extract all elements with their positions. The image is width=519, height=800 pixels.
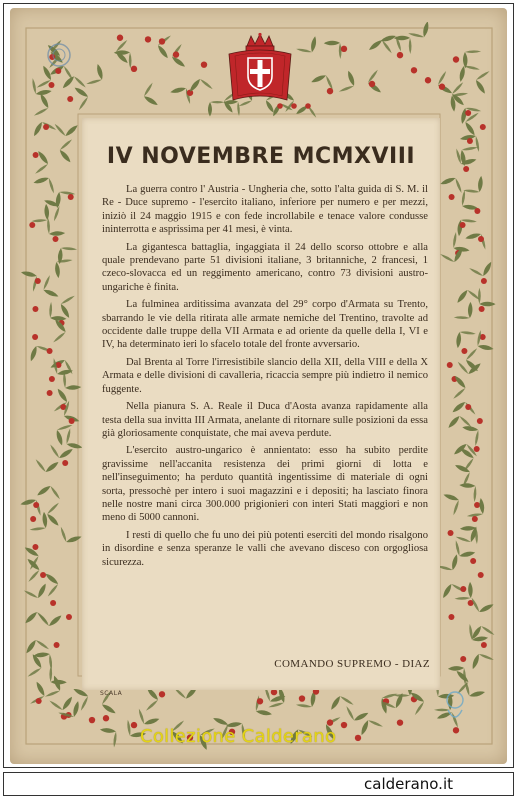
laurel-sprig [296, 33, 318, 54]
berry [480, 124, 486, 130]
paragraph: La gigantesca battaglia, ingaggiata il 24 dello scorso ottobre e alla quale prendevano parte 51 divisioni italiane, 3 britanniche, 2 francesi, 1 czeco-slovacca ed un reggimento americano, contro 73 divisioni austro-ungariche è finita. [102, 241, 428, 293]
laurel-sprig [54, 259, 75, 279]
laurel-sprig [454, 301, 473, 319]
berry [69, 418, 75, 424]
berry [32, 544, 38, 550]
laurel-sprig [38, 603, 63, 628]
caption-bar [3, 772, 514, 796]
berry [461, 348, 467, 354]
laurel-sprig [32, 120, 57, 144]
laurel-sprig [52, 355, 73, 377]
berry [67, 96, 73, 102]
laurel-sprig [476, 330, 497, 351]
berry [470, 558, 476, 564]
berry [277, 103, 283, 109]
berry [187, 90, 193, 96]
berry [341, 722, 347, 728]
berry [68, 194, 74, 200]
berry [474, 446, 480, 452]
berry [397, 719, 403, 725]
laurel-sprig [471, 652, 495, 675]
berry [448, 530, 454, 536]
laurel-sprig [49, 687, 74, 712]
laurel-sprig [57, 246, 77, 265]
laurel-sprig [368, 38, 393, 63]
berry [478, 236, 484, 242]
berry [54, 642, 60, 648]
berry [36, 698, 42, 704]
berry [32, 334, 38, 340]
laurel-sprig [461, 190, 481, 211]
paragraph: Nella pianura S. A. Reale il Duca d'Aosta avanza rapidamente alla testa della sua invitta III Armata, anelante di ritornare sulle posizioni da essa già gloriosamente conquistate, che mai aveva perdute. [102, 401, 428, 439]
laurel-sprig [458, 483, 477, 503]
laurel-sprig [29, 344, 52, 367]
berry [47, 348, 53, 354]
laurel-sprig [324, 41, 342, 60]
laurel-sprig [460, 425, 480, 446]
collection-seal-icon [46, 42, 72, 68]
berry [481, 642, 487, 648]
signature: COMANDO SUPREMO - DIAZ [274, 658, 430, 670]
berry [145, 36, 151, 42]
paragraph: La fulminea arditissima avanzata del 29° corpo d'Armata su Trento, sbarrando le vie della ritirata alle armate nemiche del Trentino, travolte ad occidente dalle truppe della VII Armata e ad oriente da quelle della I, VI e IV, ha determinato ieri lo sfacelo totale del fronte avversario. [102, 299, 428, 351]
berry [397, 52, 403, 58]
berry [33, 502, 39, 508]
berry [474, 208, 480, 214]
laurel-sprig [57, 138, 82, 163]
berry [55, 68, 61, 74]
proclamation-text [102, 183, 428, 573]
laurel-sprig [440, 240, 465, 264]
berry [369, 81, 375, 87]
berry [49, 376, 55, 382]
laurel-sprig [468, 254, 493, 278]
watermark-text: Collezione Calderano [140, 726, 337, 747]
berry [411, 67, 417, 73]
berry [355, 735, 361, 741]
laurel-sprig [463, 50, 482, 68]
site-url-link[interactable]: calderano.it [364, 775, 453, 793]
berry [463, 166, 469, 172]
berry [43, 124, 49, 130]
berry [52, 236, 58, 242]
berry [257, 698, 263, 704]
berry [62, 460, 68, 466]
berry [341, 46, 347, 52]
paragraph: I resti di quello che fu uno dei più potenti eserciti del mondo risalgono in disordine e senza speranze le valli che avevano disceso con orgogliosa sicurezza. [102, 529, 428, 568]
berry [30, 516, 36, 522]
laurel-sprig [441, 582, 466, 606]
berry [66, 614, 72, 620]
berry [35, 278, 41, 284]
berry [453, 56, 459, 62]
berry [201, 61, 207, 67]
berry [103, 715, 109, 721]
laurel-sprig [98, 727, 118, 747]
berry [291, 103, 297, 109]
berry [477, 418, 483, 424]
berry [453, 727, 459, 733]
berry [327, 88, 333, 94]
berry [32, 306, 38, 312]
berry [89, 717, 95, 723]
paragraph: L'esercito austro-ungarico è annientato: esso ha subito perdite gravissime nell'accanita resistenza dei primi giorni di lotta e nell'inseguimento; ha perduto quantità ingentissime di materiale di ogni sorta, pressochè per intero i suoi magazzini e i depositi; ha lasciato finora nelle nostre mani circa 300.000 prigionieri con interi Stati maggiori e non meno di 5000 cannoni. [102, 445, 428, 524]
laurel-sprig [60, 521, 83, 544]
laurel-sprig [438, 493, 461, 516]
berry [449, 194, 455, 200]
laurel-sprig [30, 204, 50, 223]
laurel-sprig [23, 576, 47, 600]
laurel-sprig [460, 106, 481, 127]
laurel-sprig [470, 590, 494, 615]
laurel-sprig [142, 82, 167, 107]
laurel-sprig [394, 36, 412, 55]
laurel-sprig [360, 718, 384, 741]
berry [425, 77, 431, 83]
laurel-sprig [456, 330, 476, 350]
laurel-sprig [436, 70, 460, 95]
berry [131, 722, 137, 728]
berry [460, 222, 466, 228]
berry [460, 586, 466, 592]
berry [131, 66, 137, 72]
berry [50, 600, 56, 606]
berry [117, 35, 123, 41]
berry [439, 84, 445, 90]
paragraph: La guerra contro l' Austria - Ungheria che, sotto l'alta guida di S. M. il Re - Duce supremo - l'esercito italiano, inferiore per numero e per mezzi, iniziò il 24 maggio 1915 e con fede incrollabile e tenace valore condusse ininterrotta e asprissima per 41 mesi, è vinta. [102, 184, 428, 236]
berry [48, 82, 54, 88]
paragraph: Dal Brenta al Torre l'irresistibile slancio della XII, della VIII e della X Armata e delle divisioni di cavalleria, ricaccia sempre più indietro il nemico fuggente. [102, 356, 428, 395]
artist-signature: SCALA [100, 690, 123, 697]
laurel-sprig [188, 77, 213, 102]
laurel-sprig [28, 512, 48, 531]
berry [305, 103, 311, 109]
berry [159, 38, 165, 44]
laurel-sprig [333, 70, 356, 93]
berry [467, 138, 473, 144]
berry [479, 306, 485, 312]
laurel-sprig [478, 288, 496, 307]
berry [29, 222, 35, 228]
berry [40, 572, 46, 578]
berry [448, 614, 454, 620]
laurel-sprig [455, 521, 478, 544]
berry [474, 502, 480, 508]
laurel-sprig [47, 217, 66, 236]
laurel-sprig [366, 69, 391, 94]
laurel-sprig [54, 113, 79, 138]
laurel-sprig [20, 497, 42, 520]
laurel-sprig [26, 93, 51, 117]
berry [327, 719, 333, 725]
berry [472, 516, 478, 522]
laurel-sprig [33, 175, 55, 198]
berry [465, 110, 471, 116]
laurel-sprig [45, 502, 70, 527]
laurel-sprig [473, 70, 498, 95]
berry [481, 278, 487, 284]
berry [460, 656, 466, 662]
laurel-sprig [41, 275, 64, 299]
berry [465, 404, 471, 410]
berry [299, 695, 305, 701]
laurel-sprig [463, 174, 483, 193]
laurel-sprig [43, 318, 68, 343]
laurel-sprig [55, 190, 76, 210]
berry [47, 390, 53, 396]
berry [159, 691, 165, 697]
laurel-sprig [135, 686, 160, 711]
savoy-crest-icon [221, 32, 299, 104]
laurel-sprig [82, 63, 104, 85]
berry [478, 572, 484, 578]
laurel-sprig [20, 557, 42, 582]
page-title: IV NOVEMBRE MCMXVIII [106, 144, 416, 169]
laurel-sprig [54, 424, 77, 446]
laurel-sprig [170, 86, 192, 108]
laurel-sprig [408, 22, 430, 39]
berry [447, 362, 453, 368]
laurel-sprig [58, 295, 83, 320]
berry [173, 51, 179, 57]
collection-stamp-icon [444, 690, 466, 724]
berry [33, 152, 39, 158]
